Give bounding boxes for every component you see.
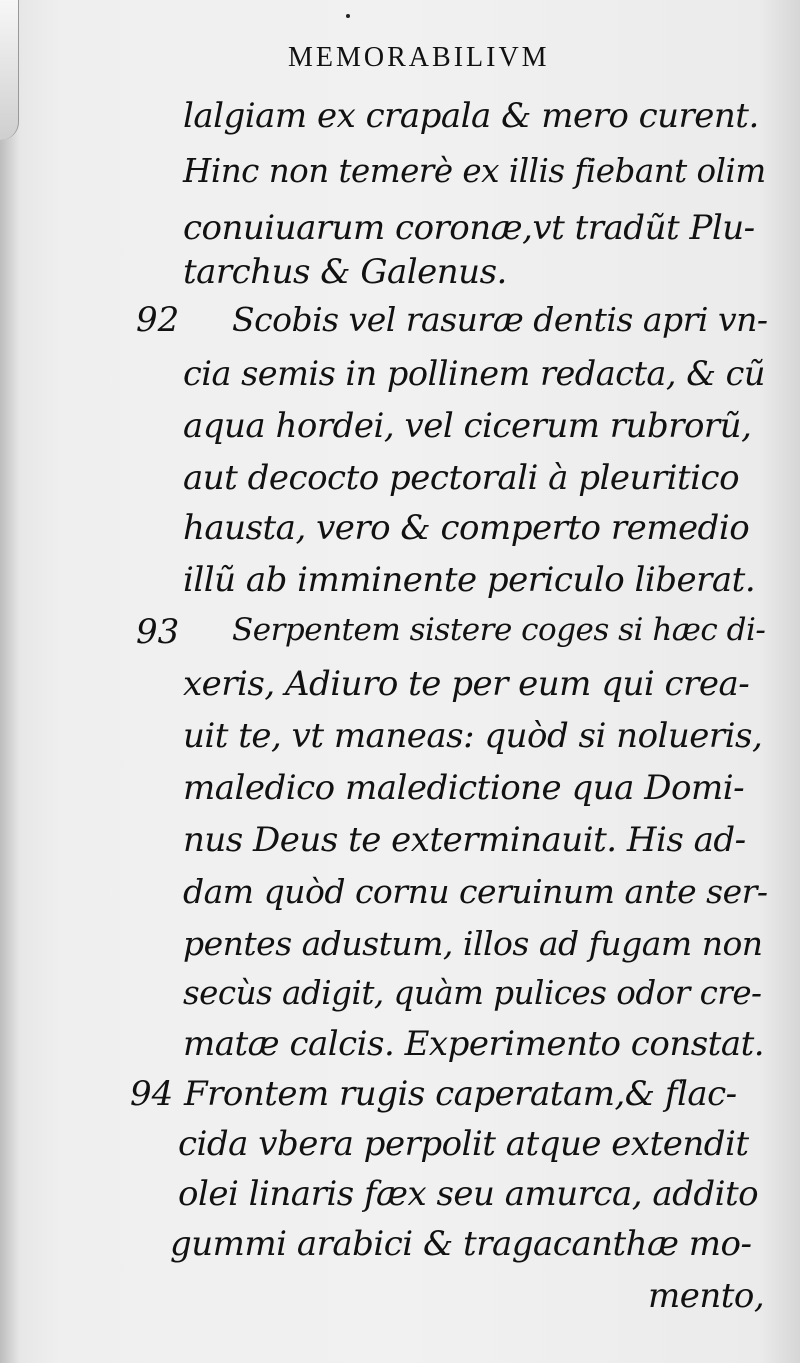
ink-dot — [346, 14, 350, 18]
text-line: Scobis vel rasuræ dentis apri vn- — [232, 300, 768, 339]
text-line: aqua hordei, vel cicerum rubrorũ, — [183, 406, 752, 446]
text-line: conuiuarum coronæ,vt tradũt Plu- — [183, 208, 755, 248]
text-line: cia semis in pollinem redacta, & cũ — [183, 354, 765, 393]
text-line: hausta, vero & comperto remedio — [183, 508, 750, 548]
text-line: maledico maledictione qua Domi- — [183, 768, 745, 808]
text-line: matæ calcis. Experimento constat. — [183, 1024, 765, 1064]
running-title: MEMORABILIVM — [288, 42, 550, 73]
catchword: mento, — [648, 1276, 765, 1316]
text-line: uit te, vt maneas: quòd si nolueris, — [183, 716, 763, 756]
text-line: gummi arabici & tragacanthæ mo- — [170, 1224, 752, 1264]
text-line: secùs adigit, quàm pulices odor cre- — [183, 974, 762, 1012]
text-line: aut decocto pectorali à pleuritico — [183, 458, 740, 498]
text-line: xeris, Adiuro te per eum qui crea- — [183, 664, 750, 704]
text-line: olei linaris fæx seu amurca, addito — [178, 1174, 759, 1214]
text-line: pentes adustum, illos ad fugam non — [183, 924, 763, 963]
entry-number: 93 — [136, 612, 180, 652]
entry-number: 92 — [136, 300, 180, 340]
text-line: cida vbera perpolit atque extendit — [178, 1124, 749, 1164]
text-line: Frontem rugis caperatam,& flac- — [184, 1074, 737, 1114]
text-line: illũ ab imminente periculo liberat. — [183, 560, 756, 600]
text-line: Hinc non temerè ex illis fiebant olim — [183, 152, 766, 190]
text-line: tarchus & Galenus. — [183, 252, 507, 292]
entry-number: 94 — [130, 1074, 174, 1114]
text-line: nus Deus te exterminauit. His ad- — [183, 820, 746, 860]
text-line: Serpentem sistere coges si hæc di- — [232, 612, 766, 648]
text-line: dam quòd cornu ceruinum ante ser- — [183, 872, 768, 911]
text-line: lalgiam ex crapala & mero curent. — [183, 96, 759, 136]
